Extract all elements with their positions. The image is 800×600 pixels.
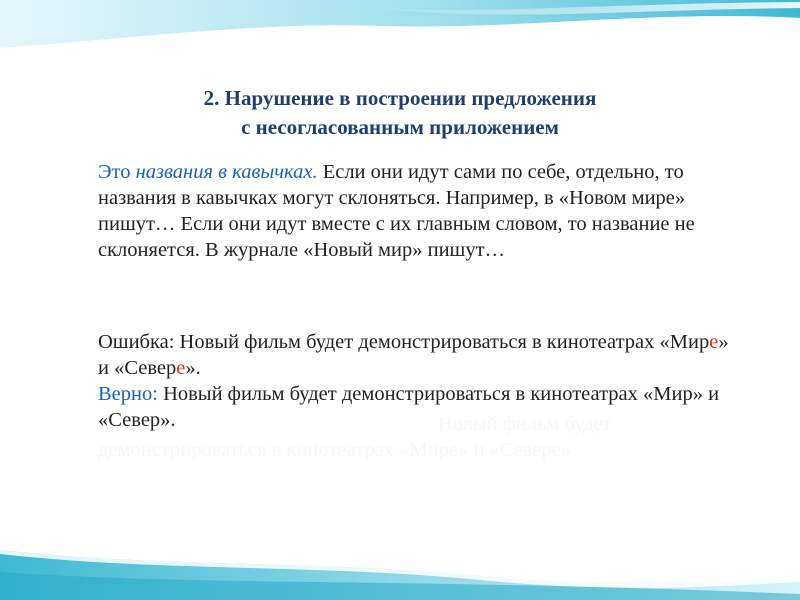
explanation-text: Если они идут сами по себе, отдельно, то названия в кавычках могут склоняться. Например, в «Новом мире» пишут… Если они идут вместе с их главным словом, то название не склоняется. В журнале «Новый мир» пишут… — [98, 161, 695, 261]
slide-title — [100, 84, 700, 142]
error-ending-1: е — [709, 331, 719, 353]
correct-label: Верно: — [98, 383, 158, 405]
correct-text: Новый фильм будет демонстрироваться в кинотеатрах «Мир» и «Север». — [98, 383, 720, 431]
title-line-2: с несогласованным приложением — [241, 115, 559, 139]
top-wave-decoration — [0, 0, 800, 80]
error-ending-2: е — [176, 357, 186, 379]
bottom-wave-decoration — [0, 520, 800, 600]
error-suffix: ». — [185, 357, 201, 379]
error-prefix: Ошибка: Новый фильм будет демонстрироваться в кинотеатрах «Мир — [98, 331, 710, 353]
error-middle: » и «Север — [98, 331, 729, 379]
lead-text: Это — [98, 161, 136, 183]
title-line-1: 2. Нарушение в построении предложения — [203, 86, 597, 110]
faint-overlay-text: Новый фильм будет демонстрироваться в кинотеатрах «Мире» и «Севере» — [98, 413, 612, 461]
emphasis-text: названия в кавычках. — [135, 161, 318, 183]
explanation-paragraph — [98, 159, 738, 263]
